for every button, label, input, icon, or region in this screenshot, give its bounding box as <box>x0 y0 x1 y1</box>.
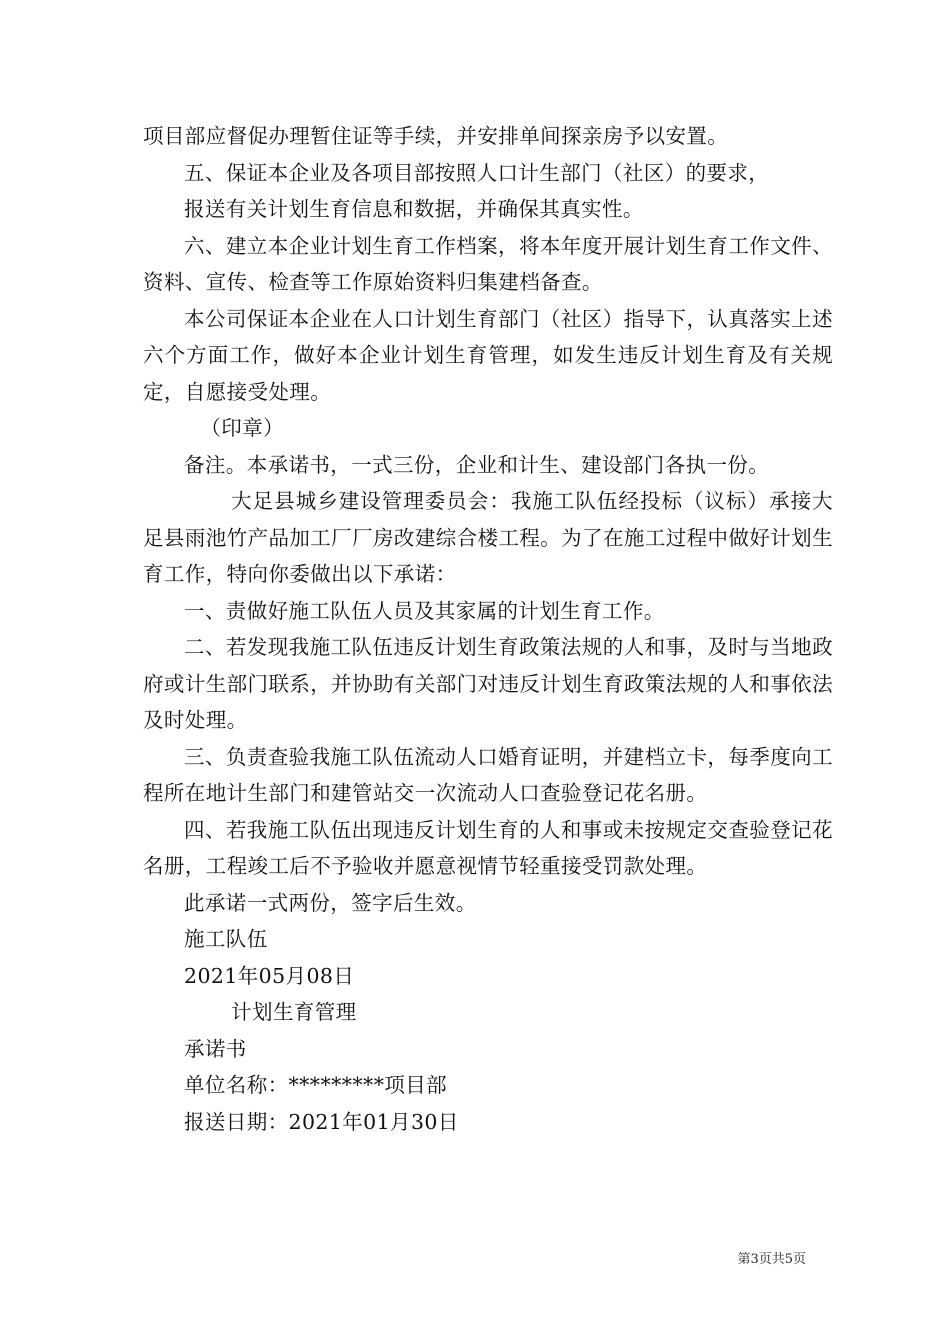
paragraph-4: 六、建立本企业计划生育工作档案，将本年度开展计划生育工作文件、资料、宣传、检查等工作原始资料归集建档备查。 <box>143 233 833 294</box>
seal-note: （印章） <box>200 416 284 440</box>
paragraph-3: 报送有关计划生育信息和数据，并确保其真实性。 <box>184 197 644 221</box>
page-indicator: 第3页共5页 <box>737 1252 806 1267</box>
pledge-item-2: 二、若发现我施工队伍违反计划生育政策法规的人和事，及时与当地政府或计生部门联系，并协助有关部门对违反计划生育政策法规的人和事依法及时处理。 <box>143 635 833 732</box>
paragraph-1: 项目部应督促办理暂住证等手续，并安排单间探亲房予以安置。 <box>143 124 729 148</box>
remark-paragraph: 备注。本承诺书，一式三份，企业和计生、建设部门各执一份。 <box>184 452 770 477</box>
paragraph-5: 本公司保证本企业在人口计划生育部门（社区）指导下，认真落实上述六个方面工作，做好本企业计划生育管理，如发生违反计划生育及有关规定，自愿接受处理。 <box>143 306 833 404</box>
title-line-1: 计划生育管理 <box>231 1000 357 1024</box>
pledge-item-4: 四、若我施工队伍出现违反计划生育的人和事或未按规定交查验登记花名册，工程竣工后不予验收并愿意视情节轻重接受罚款处理。 <box>143 817 833 878</box>
paragraph-2: 五、保证本企业及各项目部按照人口计生部门（社区）的要求， <box>184 160 770 185</box>
document-body <box>143 118 833 1140</box>
signer-label: 施工队伍 <box>184 927 268 951</box>
report-date: 报送日期：2021年01月30日 <box>184 1109 459 1134</box>
title-line-2: 承诺书 <box>184 1036 247 1061</box>
pledge-item-1: 一、责做好施工队伍人员及其家属的计划生育工作。 <box>184 598 665 623</box>
sign-date: 2021年05月08日 <box>184 963 355 988</box>
pledge-intro: 大足县城乡建设管理委员会：我施工队伍经投标（议标）承接大足县雨池竹产品加工厂厂房改建综合楼工程。为了在施工过程中做好计划生育工作，特向你委做出以下承诺： <box>143 489 833 586</box>
pledge-item-3: 三、负责查验我施工队伍流动人口婚育证明，并建档立卡，每季度向工程所在地计生部门和建管站交一次流动人口查验登记花名册。 <box>143 744 833 805</box>
pledge-validity: 此承诺一式两份，签字后生效。 <box>184 890 477 915</box>
unit-name: 单位名称：*********项目部 <box>184 1073 448 1097</box>
